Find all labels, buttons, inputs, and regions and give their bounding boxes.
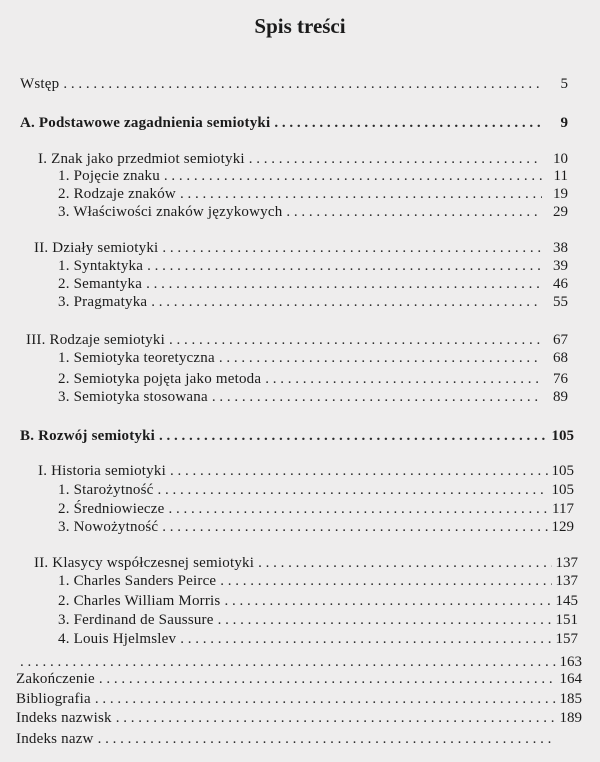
toc-entry-label: 1. Starożytność: [58, 482, 154, 498]
toc-entry-chapter: [26, 331, 568, 349]
toc-entry-label: I. Znak jako przedmiot semiotyki: [38, 151, 245, 167]
toc-entry-page: 164: [559, 671, 582, 687]
toc-entry-indeks-nazw: [16, 730, 582, 748]
toc-entry-label: 4. Louis Hjelmslev: [58, 631, 177, 647]
toc-entry-page: 67: [553, 332, 568, 348]
toc-entry-section: [58, 518, 574, 536]
toc-entry-page: 189: [559, 710, 582, 726]
toc-entry-page: 185: [559, 691, 582, 707]
toc-entry-label: 3. Pragmatyka: [58, 294, 148, 310]
toc-entry-page: 105: [551, 463, 574, 479]
toc-entry-section: [58, 257, 568, 275]
toc-entry-page: 117: [552, 501, 574, 517]
toc-entry-page: 46: [553, 276, 568, 292]
toc-entry-page: 137: [555, 573, 578, 589]
toc-entry-bibliografia: [16, 690, 582, 708]
leader-dots: [180, 185, 542, 203]
toc-entry-page: 145: [555, 593, 578, 609]
toc-entry-section: [58, 293, 568, 311]
toc-entry-chapter: [38, 462, 574, 480]
toc-entry-label: 1. Syntaktyka: [58, 258, 144, 274]
toc-entry-wstep: [20, 75, 568, 93]
leader-dots: [218, 611, 552, 629]
toc-entry-chapter: [34, 239, 568, 257]
leader-dots: [116, 709, 556, 727]
toc-entry-section: [58, 500, 574, 518]
toc-entry-chapter: [34, 554, 578, 572]
toc-entry-label: 1. Semiotyka teoretyczna: [58, 350, 215, 366]
toc-entry-label: B. Rozwój semiotyki: [20, 428, 156, 444]
toc-entry-label: 3. Nowożytność: [58, 519, 159, 535]
toc-entry-page: 11: [553, 168, 568, 184]
toc-entry-section: [58, 370, 568, 388]
toc-entry-label: Zakończenie: [16, 671, 95, 687]
toc-entry-page: 19: [553, 186, 568, 202]
leader-dots: [224, 592, 551, 610]
toc-entry-label: 2. Charles William Morris: [58, 593, 221, 609]
toc-entry-label: 3. Semiotyka stosowana: [58, 389, 208, 405]
leader-dots: [219, 349, 542, 367]
toc-entry-unlabeled: [16, 653, 582, 671]
toc-entry-section: [58, 349, 568, 367]
leader-dots: [169, 500, 549, 518]
toc-entry-page: 39: [553, 258, 568, 274]
toc-entry-label: 1. Pojęcie znaku: [58, 168, 160, 184]
leader-dots: [146, 275, 542, 293]
toc-entry-zakonczenie: [16, 670, 582, 688]
leader-dots: [157, 481, 547, 499]
toc-entry-label: Indeks nazwisk: [16, 710, 112, 726]
toc-entry-page: 68: [553, 350, 568, 366]
toc-entry-label: 2. Rodzaje znaków: [58, 186, 176, 202]
toc-entry-section: [58, 572, 578, 590]
toc-entry-label: Wstęp: [20, 76, 60, 92]
toc-entry-section: [58, 388, 568, 406]
toc-entry-page: 151: [555, 612, 578, 628]
toc-entry-label: II. Klasycy współczesnej semiotyki: [34, 555, 255, 571]
toc-entry-section: [58, 481, 574, 499]
toc-entry-part-b: [20, 427, 574, 445]
leader-dots: [220, 572, 551, 590]
toc-entry-page: 29: [553, 204, 568, 220]
toc-entry-label: III. Rodzaje semiotyki: [26, 332, 165, 348]
toc-entry-chapter: [38, 150, 568, 168]
toc-entry-label: 2. Średniowiecze: [58, 501, 165, 517]
leader-dots: [98, 730, 556, 748]
page-title: Spis treści: [254, 14, 346, 38]
toc-entry-label: 3. Właściwości znaków językowych: [58, 204, 283, 220]
toc-entry-page: 38: [553, 240, 568, 256]
toc-entry-page: 157: [555, 631, 578, 647]
toc-entry-page: 9: [560, 115, 568, 131]
toc-entry-label: 2. Semantyka: [58, 276, 143, 292]
toc-entry-page: 105: [551, 428, 574, 444]
toc-entry-indeks-nazwisk: [16, 709, 582, 727]
leader-dots: [159, 427, 547, 445]
leader-dots: [151, 293, 542, 311]
toc-entry-section: [58, 275, 568, 293]
leader-dots: [99, 670, 556, 688]
leader-dots: [147, 257, 542, 275]
leader-dots: [274, 114, 542, 132]
leader-dots: [212, 388, 542, 406]
leader-dots: [164, 167, 542, 185]
leader-dots: [286, 203, 542, 221]
toc-entry-label: 3. Ferdinand de Saussure: [58, 612, 214, 628]
toc-entry-label: 2. Semiotyka pojęta jako metoda: [58, 371, 262, 387]
toc-entry-label: A. Podstawowe zagadnienia semiotyki: [20, 115, 271, 131]
toc-entry-section: [58, 185, 568, 203]
toc-entry-section: [58, 167, 568, 185]
leader-dots: [169, 331, 542, 349]
toc-entry-label: Bibliografia: [16, 691, 91, 707]
toc-entry-section: [58, 203, 568, 221]
toc-entry-section: [58, 630, 578, 648]
toc-entry-label: Indeks nazw: [16, 731, 94, 747]
leader-dots: [162, 518, 547, 536]
leader-dots: [170, 462, 548, 480]
toc-entry-section: [58, 592, 578, 610]
toc-entry-part-a: [20, 114, 568, 132]
leader-dots: [95, 690, 556, 708]
toc-entry-page: 137: [555, 555, 578, 571]
leader-dots: [180, 630, 551, 648]
toc-entry-page: 55: [553, 294, 568, 310]
toc-entry-label: I. Historia semiotyki: [38, 463, 166, 479]
toc-entry-label: 1. Charles Sanders Peirce: [58, 573, 217, 589]
toc-entry-page: 5: [560, 76, 568, 92]
toc-entry-page: 105: [551, 482, 574, 498]
leader-dots: [258, 554, 551, 572]
leader-dots: [63, 75, 542, 93]
toc-entry-label: II. Działy semiotyki: [34, 240, 159, 256]
leader-dots: [162, 239, 542, 257]
toc-entry-page: 76: [553, 371, 568, 387]
leader-dots: [20, 653, 556, 671]
toc-entry-page: 129: [551, 519, 574, 535]
toc-entry-page: 10: [553, 151, 568, 167]
toc-entry-page: 163: [559, 654, 582, 670]
toc-entry-section: [58, 611, 578, 629]
toc-entry-page: 89: [553, 389, 568, 405]
leader-dots: [249, 150, 542, 168]
leader-dots: [265, 370, 542, 388]
